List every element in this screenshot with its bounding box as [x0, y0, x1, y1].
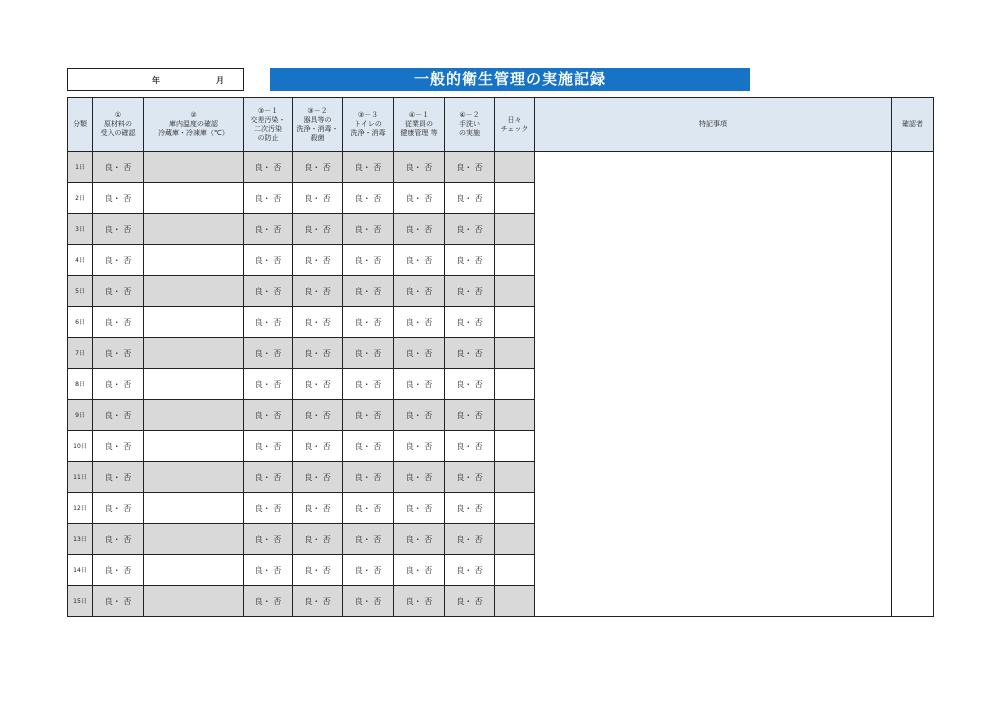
check-cell-raw-material[interactable]: 良・ 否	[93, 183, 144, 214]
page-title: 一般的衛生管理の実施記録	[270, 68, 750, 91]
check-cell-utensil-cleaning[interactable]: 良・ 否	[293, 400, 343, 431]
check-cell-staff-health[interactable]: 良・ 否	[394, 152, 445, 183]
check-cell-toilet-cleaning[interactable]: 良・ 否	[343, 462, 394, 493]
day-label: 10日	[68, 431, 93, 462]
daily-check-cell[interactable]	[495, 586, 535, 617]
temperature-cell[interactable]	[144, 462, 244, 493]
month-label: 月	[216, 76, 224, 85]
check-cell-cross-contamination[interactable]: 良・ 否	[244, 493, 293, 524]
check-cell-toilet-cleaning[interactable]: 良・ 否	[343, 183, 394, 214]
check-cell-utensil-cleaning[interactable]: 良・ 否	[293, 152, 343, 183]
check-cell-raw-material[interactable]: 良・ 否	[93, 493, 144, 524]
check-cell-utensil-cleaning[interactable]: 良・ 否	[293, 431, 343, 462]
daily-check-cell[interactable]	[495, 152, 535, 183]
check-cell-staff-health[interactable]: 良・ 否	[394, 524, 445, 555]
temperature-cell[interactable]	[144, 152, 244, 183]
day-label: 6日	[68, 307, 93, 338]
temperature-cell[interactable]	[144, 524, 244, 555]
check-cell-toilet-cleaning[interactable]: 良・ 否	[343, 400, 394, 431]
table-row	[68, 152, 934, 183]
notes-cell[interactable]	[535, 152, 892, 617]
check-cell-handwashing[interactable]: 良・ 否	[445, 462, 495, 493]
check-cell-raw-material[interactable]: 良・ 否	[93, 214, 144, 245]
check-cell-handwashing[interactable]: 良・ 否	[445, 214, 495, 245]
temperature-cell[interactable]	[144, 400, 244, 431]
daily-check-cell[interactable]	[495, 245, 535, 276]
header-raw-material-check: ① 原材料の 受入の確認	[93, 98, 144, 152]
header-fridge-temperature: ② 庫内温度の確認 冷蔵庫・冷凍庫（℃）	[144, 98, 244, 152]
check-cell-utensil-cleaning[interactable]: 良・ 否	[293, 214, 343, 245]
temperature-cell[interactable]	[144, 555, 244, 586]
year-month-box[interactable]	[67, 68, 244, 91]
check-cell-staff-health[interactable]: 良・ 否	[394, 307, 445, 338]
temperature-cell[interactable]	[144, 245, 244, 276]
check-cell-handwashing[interactable]: 良・ 否	[445, 400, 495, 431]
check-cell-handwashing[interactable]: 良・ 否	[445, 431, 495, 462]
header-notes: 特記事項	[535, 98, 892, 152]
check-cell-utensil-cleaning[interactable]: 良・ 否	[293, 555, 343, 586]
check-cell-staff-health[interactable]: 良・ 否	[394, 338, 445, 369]
day-label: 4日	[68, 245, 93, 276]
header-confirmer: 確認者	[892, 98, 934, 152]
check-cell-cross-contamination[interactable]: 良・ 否	[244, 369, 293, 400]
check-cell-utensil-cleaning[interactable]: 良・ 否	[293, 493, 343, 524]
check-cell-cross-contamination[interactable]: 良・ 否	[244, 245, 293, 276]
check-cell-cross-contamination[interactable]: 良・ 否	[244, 152, 293, 183]
check-cell-toilet-cleaning[interactable]: 良・ 否	[343, 431, 394, 462]
check-cell-handwashing[interactable]: 良・ 否	[445, 307, 495, 338]
check-cell-handwashing[interactable]: 良・ 否	[445, 586, 495, 617]
check-cell-toilet-cleaning[interactable]: 良・ 否	[343, 493, 394, 524]
check-cell-toilet-cleaning[interactable]: 良・ 否	[343, 369, 394, 400]
check-cell-handwashing[interactable]: 良・ 否	[445, 555, 495, 586]
check-cell-cross-contamination[interactable]: 良・ 否	[244, 400, 293, 431]
year-label: 年	[152, 76, 160, 85]
day-label: 8日	[68, 369, 93, 400]
temperature-cell[interactable]	[144, 183, 244, 214]
check-cell-cross-contamination[interactable]: 良・ 否	[244, 214, 293, 245]
day-label: 1日	[68, 152, 93, 183]
check-cell-cross-contamination[interactable]: 良・ 否	[244, 307, 293, 338]
day-label: 15日	[68, 586, 93, 617]
check-cell-handwashing[interactable]: 良・ 否	[445, 245, 495, 276]
temperature-cell[interactable]	[144, 431, 244, 462]
check-cell-staff-health[interactable]: 良・ 否	[394, 214, 445, 245]
day-label: 14日	[68, 555, 93, 586]
check-cell-staff-health[interactable]: 良・ 否	[394, 431, 445, 462]
check-cell-utensil-cleaning[interactable]: 良・ 否	[293, 338, 343, 369]
check-cell-utensil-cleaning[interactable]: 良・ 否	[293, 586, 343, 617]
check-cell-toilet-cleaning[interactable]: 良・ 否	[343, 307, 394, 338]
check-cell-raw-material[interactable]: 良・ 否	[93, 400, 144, 431]
day-label: 7日	[68, 338, 93, 369]
check-cell-utensil-cleaning[interactable]: 良・ 否	[293, 307, 343, 338]
temperature-cell[interactable]	[144, 276, 244, 307]
check-cell-toilet-cleaning[interactable]: 良・ 否	[343, 276, 394, 307]
check-cell-staff-health[interactable]: 良・ 否	[394, 276, 445, 307]
check-cell-toilet-cleaning[interactable]: 良・ 否	[343, 338, 394, 369]
daily-check-cell[interactable]	[495, 493, 535, 524]
temperature-cell[interactable]	[144, 493, 244, 524]
check-cell-toilet-cleaning[interactable]: 良・ 否	[343, 586, 394, 617]
day-label: 9日	[68, 400, 93, 431]
temperature-cell[interactable]	[144, 586, 244, 617]
temperature-cell[interactable]	[144, 369, 244, 400]
check-cell-toilet-cleaning[interactable]: 良・ 否	[343, 152, 394, 183]
check-cell-toilet-cleaning[interactable]: 良・ 否	[343, 524, 394, 555]
daily-check-cell[interactable]	[495, 369, 535, 400]
hygiene-record-table	[67, 97, 934, 617]
check-cell-handwashing[interactable]: 良・ 否	[445, 152, 495, 183]
day-label: 3日	[68, 214, 93, 245]
check-cell-raw-material[interactable]: 良・ 否	[93, 276, 144, 307]
day-label: 13日	[68, 524, 93, 555]
check-cell-cross-contamination[interactable]: 良・ 否	[244, 431, 293, 462]
day-label: 11日	[68, 462, 93, 493]
daily-check-cell[interactable]	[495, 555, 535, 586]
check-cell-staff-health[interactable]: 良・ 否	[394, 369, 445, 400]
daily-check-cell[interactable]	[495, 338, 535, 369]
check-cell-raw-material[interactable]: 良・ 否	[93, 245, 144, 276]
check-cell-toilet-cleaning[interactable]: 良・ 否	[343, 214, 394, 245]
check-cell-handwashing[interactable]: 良・ 否	[445, 369, 495, 400]
header-toilet-cleaning: ③－３ トイレの 洗浄・消毒	[343, 98, 394, 152]
check-cell-cross-contamination[interactable]: 良・ 否	[244, 586, 293, 617]
check-cell-raw-material[interactable]: 良・ 否	[93, 555, 144, 586]
temperature-cell[interactable]	[144, 338, 244, 369]
check-cell-cross-contamination[interactable]: 良・ 否	[244, 524, 293, 555]
daily-check-cell[interactable]	[495, 431, 535, 462]
check-cell-cross-contamination[interactable]: 良・ 否	[244, 276, 293, 307]
check-cell-utensil-cleaning[interactable]: 良・ 否	[293, 276, 343, 307]
header-category: 分類	[68, 98, 93, 152]
check-cell-utensil-cleaning[interactable]: 良・ 否	[293, 183, 343, 214]
check-cell-raw-material[interactable]: 良・ 否	[93, 524, 144, 555]
check-cell-toilet-cleaning[interactable]: 良・ 否	[343, 245, 394, 276]
daily-check-cell[interactable]	[495, 183, 535, 214]
header-handwashing: ④－２ 手洗い の実施	[445, 98, 495, 152]
check-cell-staff-health[interactable]: 良・ 否	[394, 493, 445, 524]
day-label: 2日	[68, 183, 93, 214]
check-cell-raw-material[interactable]: 良・ 否	[93, 369, 144, 400]
check-cell-handwashing[interactable]: 良・ 否	[445, 493, 495, 524]
check-cell-handwashing[interactable]: 良・ 否	[445, 276, 495, 307]
check-cell-staff-health[interactable]: 良・ 否	[394, 183, 445, 214]
check-cell-cross-contamination[interactable]: 良・ 否	[244, 338, 293, 369]
check-cell-raw-material[interactable]: 良・ 否	[93, 462, 144, 493]
check-cell-cross-contamination[interactable]: 良・ 否	[244, 183, 293, 214]
check-cell-handwashing[interactable]: 良・ 否	[445, 524, 495, 555]
check-cell-cross-contamination[interactable]: 良・ 否	[244, 555, 293, 586]
check-cell-utensil-cleaning[interactable]: 良・ 否	[293, 245, 343, 276]
temperature-cell[interactable]	[144, 307, 244, 338]
check-cell-raw-material[interactable]: 良・ 否	[93, 431, 144, 462]
check-cell-utensil-cleaning[interactable]: 良・ 否	[293, 462, 343, 493]
check-cell-staff-health[interactable]: 良・ 否	[394, 462, 445, 493]
daily-check-cell[interactable]	[495, 524, 535, 555]
check-cell-cross-contamination[interactable]: 良・ 否	[244, 462, 293, 493]
header-cross-contamination: ③－１ 交差汚染・ 二次汚染 の防止	[244, 98, 293, 152]
check-cell-staff-health[interactable]: 良・ 否	[394, 586, 445, 617]
day-label: 12日	[68, 493, 93, 524]
daily-check-cell[interactable]	[495, 214, 535, 245]
check-cell-toilet-cleaning[interactable]: 良・ 否	[343, 555, 394, 586]
header-row	[68, 98, 934, 152]
check-cell-staff-health[interactable]: 良・ 否	[394, 555, 445, 586]
check-cell-staff-health[interactable]: 良・ 否	[394, 400, 445, 431]
daily-check-cell[interactable]	[495, 307, 535, 338]
check-cell-raw-material[interactable]: 良・ 否	[93, 586, 144, 617]
check-cell-utensil-cleaning[interactable]: 良・ 否	[293, 524, 343, 555]
check-cell-raw-material[interactable]: 良・ 否	[93, 307, 144, 338]
daily-check-cell[interactable]	[495, 462, 535, 493]
check-cell-staff-health[interactable]: 良・ 否	[394, 245, 445, 276]
daily-check-cell[interactable]	[495, 276, 535, 307]
header-utensil-cleaning: ③－２ 器具等の 洗浄・消毒・ 殺菌	[293, 98, 343, 152]
check-cell-handwashing[interactable]: 良・ 否	[445, 338, 495, 369]
check-cell-handwashing[interactable]: 良・ 否	[445, 183, 495, 214]
check-cell-raw-material[interactable]: 良・ 否	[93, 338, 144, 369]
temperature-cell[interactable]	[144, 214, 244, 245]
daily-check-cell[interactable]	[495, 400, 535, 431]
check-cell-utensil-cleaning[interactable]: 良・ 否	[293, 369, 343, 400]
day-label: 5日	[68, 276, 93, 307]
confirmer-cell[interactable]	[892, 152, 934, 617]
header-daily-check: 日々 チェック	[495, 98, 535, 152]
header-staff-health: ④－１ 従業員の 健康管理 等	[394, 98, 445, 152]
check-cell-raw-material[interactable]: 良・ 否	[93, 152, 144, 183]
